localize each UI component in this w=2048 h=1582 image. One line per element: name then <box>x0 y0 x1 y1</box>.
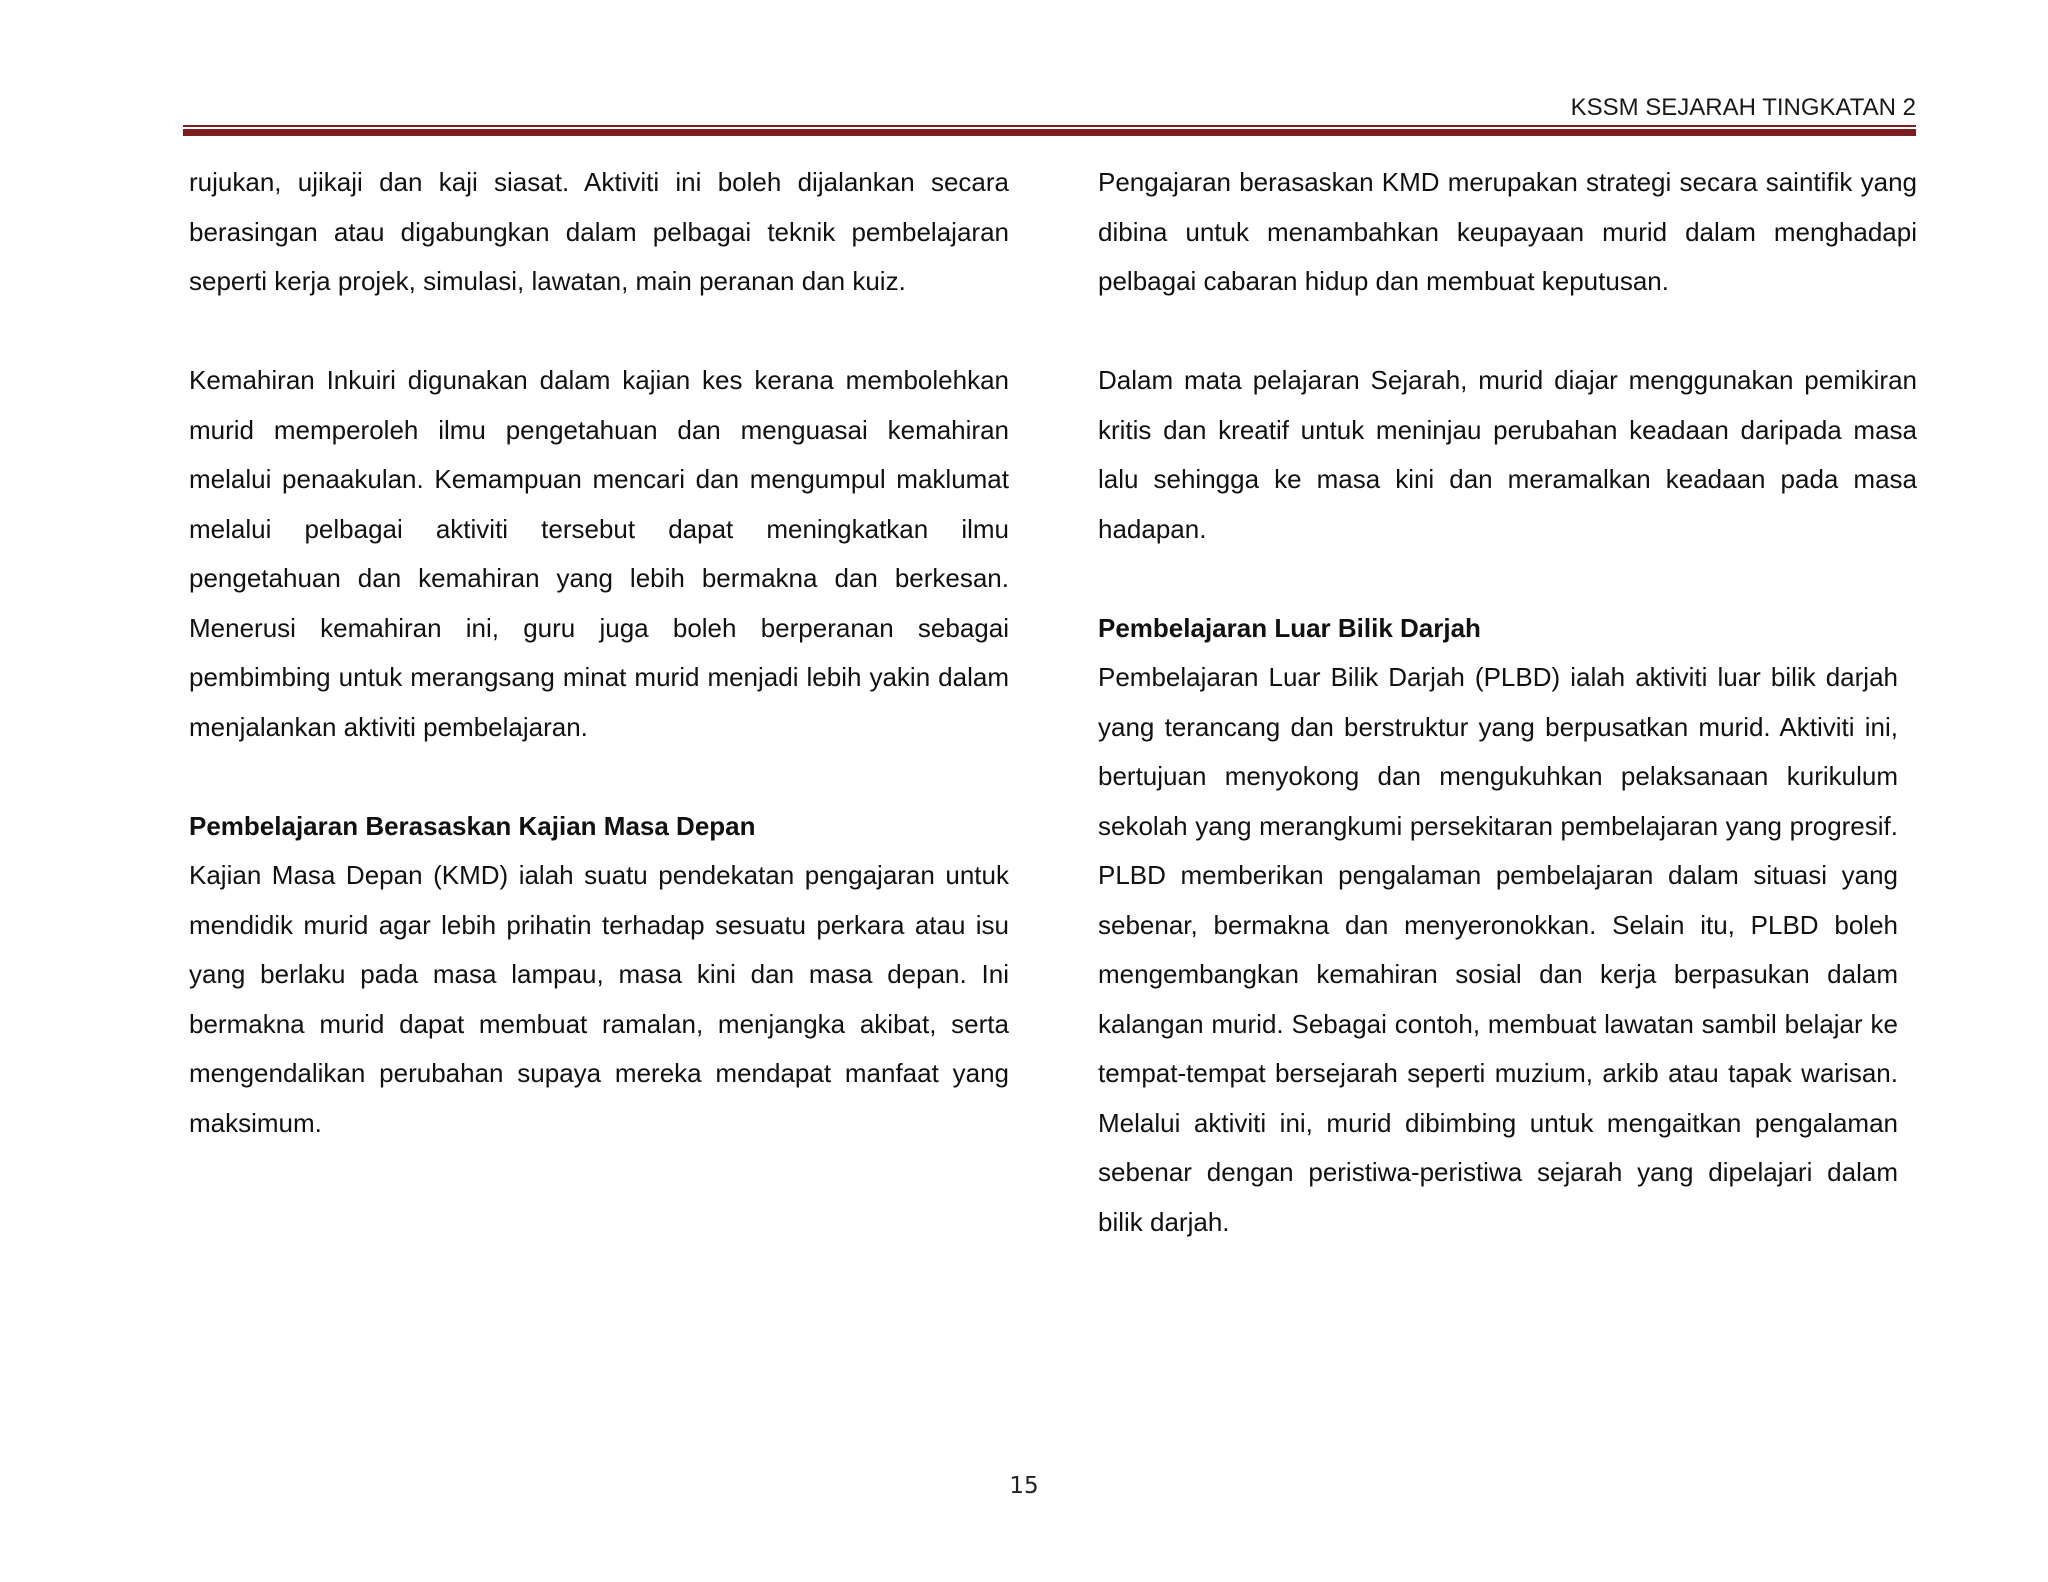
right-section-heading: Pembelajaran Luar Bilik Darjah <box>1098 612 1481 643</box>
right-paragraph-2: Dalam mata pelajaran Sejarah, murid diajar menggunakan pemikiran kritis dan kreatif untuk meninjau perubahan keadaan daripada masa lalu sehingga ke masa kini dan meramalkan keadaan pada masa hadapan. <box>1098 365 1917 544</box>
header-title: KSSM SEJARAH TINGKATAN 2 <box>1570 94 1916 121</box>
right-paragraph-3: Pembelajaran Luar Bilik Darjah (PLBD) ialah aktiviti luar bilik darjah yang terancang dan berstruktur yang berpusatkan murid. Aktiviti ini, bertujuan menyokong dan mengukuhkan pelaksanaan kurikulum sekolah yang merangkumi persekitaran pembelajaran yang progresif. PLBD memberikan pengalaman pembelajaran dalam situasi yang sebenar, bermakna dan menyeronokkan. Selain itu, PLBD boleh mengembangkan kemahiran sosial dan kerja berpasukan dalam kalangan murid. Sebagai contoh, membuat lawatan sambil belajar ke tempat-tempat bersejarah seperti muzium, arkib atau tapak warisan. Melalui aktiviti ini, murid dibimbing untuk mengaitkan pengalaman sebenar dengan peristiwa-peristiwa sejarah yang dipelajari dalam bilik darjah. <box>1098 662 1898 1237</box>
left-paragraph-2: Kemahiran Inkuiri digunakan dalam kajian kes kerana membolehkan murid memperoleh ilmu pengetahuan dan menguasai kemahiran melalui penaakulan. Kemampuan mencari dan mengumpul maklumat melalui pelbagai aktiviti tersebut dapat meningkatkan ilmu pengetahuan dan kemahiran yang lebih bermakna dan berkesan. Menerusi kemahiran ini, guru juga boleh berperanan sebagai pembimbing untuk merangsang minat murid menjadi lebih yakin dalam menjalankan aktiviti pembelajaran. <box>189 365 1009 742</box>
page-number: 15 <box>1009 1473 1039 1499</box>
header-rule-thin <box>183 125 1916 127</box>
left-section-heading: Pembelajaran Berasaskan Kajian Masa Depan <box>189 810 756 841</box>
right-paragraph-1: Pengajaran berasaskan KMD merupakan strategi secara saintifik yang dibina untuk menambahkan keupayaan murid dalam menghadapi pelbagai cabaran hidup dan membuat keputusan. <box>1098 167 1917 296</box>
right-column <box>1098 158 1917 1247</box>
header-rule-thick <box>183 129 1916 136</box>
left-paragraph-3: Kajian Masa Depan (KMD) ialah suatu pendekatan pengajaran untuk mendidik murid agar lebih prihatin terhadap sesuatu perkara atau isu yang berlaku pada masa lampau, masa kini dan masa depan. Ini bermakna murid dapat membuat ramalan, menjangka akibat, serta mengendalikan perubahan supaya mereka mendapat manfaat yang maksimum. <box>189 860 1009 1138</box>
left-column <box>189 158 1009 1148</box>
left-paragraph-1: rujukan, ujikaji dan kaji siasat. Aktiviti ini boleh dijalankan secara berasingan atau digabungkan dalam pelbagai teknik pembelajaran seperti kerja projek, simulasi, lawatan, main peranan dan kuiz. <box>189 167 1009 296</box>
